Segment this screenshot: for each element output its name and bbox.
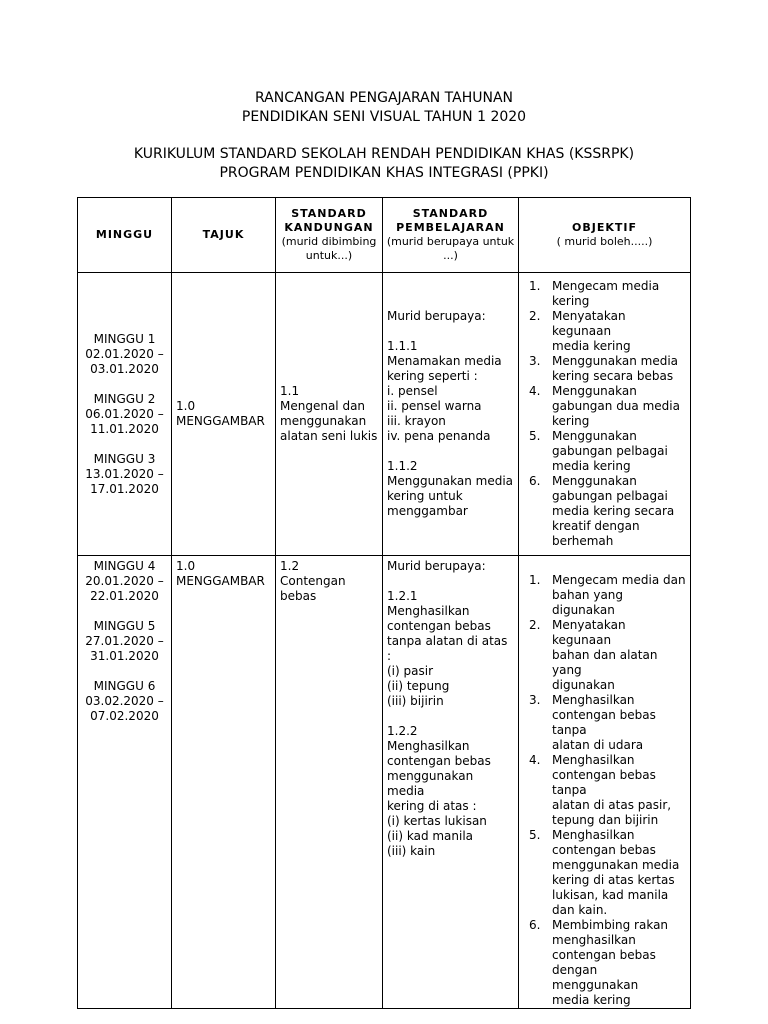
list-number: 3. <box>529 354 541 368</box>
list-number: 1. <box>529 573 541 587</box>
week-entry <box>78 679 171 724</box>
objektif-text: Menggunakan <box>552 429 637 443</box>
objektif-text: contengan bebas tanpa <box>552 708 656 737</box>
list-number: 1. <box>529 279 541 293</box>
header-objektif: OBJEKTIF ( murid boleh.....) <box>519 198 691 273</box>
standard-pembelajaran-text: 1.1.2 <box>387 459 418 473</box>
standard-pembelajaran-text: 1.2.1 <box>387 589 418 603</box>
standard-pembelajaran-text: i. pensel <box>387 384 438 398</box>
objektif-text: lukisan, kad manila <box>552 888 669 902</box>
objektif-text: Mengecam media <box>552 279 660 293</box>
header-tajuk: TAJUK <box>172 198 276 273</box>
list-item <box>523 384 686 429</box>
standard-pembelajaran-text: Murid berupaya: <box>387 309 486 323</box>
list-number: 6. <box>529 474 541 488</box>
standard-kandungan-text: bebas <box>280 589 317 603</box>
list-item <box>523 279 686 309</box>
standard-pembelajaran-text: kering di atas : <box>387 799 477 813</box>
standard-pembelajaran-text: Menghasilkan <box>387 604 470 618</box>
objektif-text: Menghasilkan <box>552 693 635 707</box>
cell-tajuk <box>172 273 276 556</box>
standard-pembelajaran-text: 1.2.2 <box>387 724 418 738</box>
standard-pembelajaran-text: Menghasilkan <box>387 739 470 753</box>
doc-title-line-3: KURIKULUM STANDARD SEKOLAH RENDAH PENDIDIKAN KHAS (KSSRPK) <box>133 146 635 162</box>
objektif-text: contengan bebas tanpa <box>552 768 656 797</box>
week-entry <box>78 559 171 604</box>
table-row <box>78 556 691 1009</box>
header-standard-kandungan: STANDARD KANDUNGAN (murid dibimbing untuk...) <box>276 198 383 273</box>
objektif-text: gabungan pelbagai <box>552 444 668 458</box>
objektif-text: dan kain. <box>552 903 608 917</box>
objektif-text: dengan menggunakan <box>552 963 639 992</box>
header-obj-note: ( murid boleh.....) <box>556 235 653 248</box>
week-label: MINGGU 5 <box>93 619 156 633</box>
week-to: 22.01.2020 <box>90 589 159 603</box>
objektif-text: Menghasilkan <box>552 828 635 842</box>
tajuk-text: 1.0 <box>176 399 196 413</box>
doc-title-line-1: RANCANGAN PENGAJARAN TAHUNAN <box>254 90 514 106</box>
objektif-text: menggunakan media <box>552 858 680 872</box>
cell-standard-kandungan <box>276 556 383 1009</box>
objektif-text: kreatif dengan <box>552 519 640 533</box>
header-sp-note: (murid berupaya untuk ...) <box>386 235 515 262</box>
objektif-text: contengan bebas <box>552 948 656 962</box>
header-sk-note: (murid dibimbing untuk...) <box>281 235 377 262</box>
list-number: 5. <box>529 429 541 443</box>
objektif-text: alatan di udara <box>552 738 644 752</box>
objektif-text: kering di atas kertas <box>552 873 675 887</box>
week-label: MINGGU 3 <box>93 451 156 466</box>
standard-pembelajaran-text: (i) kertas lukisan <box>387 814 487 828</box>
objektif-text: media kering secara <box>552 504 675 518</box>
list-number: 3. <box>529 693 541 707</box>
week-to: 31.01.2020 <box>90 649 159 663</box>
objektif-text: Menyatakan kegunaan <box>552 309 626 338</box>
cell-standard-kandungan <box>276 273 383 556</box>
objektif-text: Menghasilkan <box>552 753 635 767</box>
week-label: MINGGU 4 <box>93 559 156 573</box>
week-from: 02.01.2020 – <box>85 346 164 361</box>
lesson-plan-table <box>77 197 691 1009</box>
list-item <box>523 693 686 753</box>
week-label: MINGGU 1 <box>93 331 156 346</box>
objektif-text: media kering <box>552 459 631 473</box>
objektif-text: berhemah <box>552 534 614 548</box>
week-from: 27.01.2020 – <box>85 634 164 648</box>
list-item <box>523 309 686 354</box>
standard-pembelajaran-text: (ii) tepung <box>387 679 450 693</box>
week-label: MINGGU 6 <box>93 679 156 693</box>
list-number: 4. <box>529 753 541 767</box>
list-item <box>523 474 686 549</box>
objektif-text: kering secara bebas <box>552 369 674 383</box>
week-from: 13.01.2020 – <box>85 466 164 481</box>
tajuk-text: 1.0 <box>176 559 196 573</box>
standard-kandungan-text: 1.2 <box>280 559 300 573</box>
cell-standard-pembelajaran <box>383 556 519 1009</box>
doc-title-line-2: PENDIDIKAN SENI VISUAL TAHUN 1 2020 <box>241 109 527 125</box>
standard-pembelajaran-text: kering untuk <box>387 489 463 503</box>
standard-pembelajaran-text: (i) pasir <box>387 664 434 678</box>
week-entry <box>78 452 171 497</box>
header-standard-pembelajaran: STANDARD PEMBELAJARAN (murid berupaya untuk ...) <box>383 198 519 273</box>
header-minggu: MINGGU <box>78 198 172 273</box>
list-number: 2. <box>529 309 541 323</box>
list-item <box>523 429 686 474</box>
standard-kandungan-text: 1.1 <box>280 384 300 398</box>
standard-pembelajaran-text: (iii) bijirin <box>387 694 444 708</box>
standard-pembelajaran-text: Menggunakan media <box>387 474 514 488</box>
objektif-list <box>523 573 686 1008</box>
week-to: 07.02.2020 <box>90 709 159 723</box>
standard-pembelajaran-text: menggunakan media <box>387 769 474 798</box>
list-number: 2. <box>529 618 541 632</box>
objektif-text: Menyatakan kegunaan <box>552 618 626 647</box>
objektif-text: tepung dan bijirin <box>552 813 659 827</box>
week-entry <box>78 392 171 437</box>
objektif-text: media kering <box>552 339 631 353</box>
objektif-text: Menggunakan media <box>552 354 679 368</box>
week-to: 03.01.2020 <box>90 361 159 376</box>
list-item <box>523 753 686 828</box>
standard-kandungan-text: alatan seni lukis <box>280 429 378 443</box>
standard-pembelajaran-text: contengan bebas <box>387 619 491 633</box>
list-item <box>523 573 686 618</box>
standard-pembelajaran-text: ii. pensel warna <box>387 399 482 413</box>
objektif-text: bahan dan alatan yang <box>552 648 658 677</box>
list-item <box>523 618 686 693</box>
week-to: 17.01.2020 <box>90 481 159 496</box>
standard-pembelajaran-text: tanpa alatan di atas : <box>387 634 508 663</box>
objektif-text: bahan yang digunakan <box>552 588 624 617</box>
week-from: 03.02.2020 – <box>85 694 164 708</box>
week-entry <box>78 619 171 664</box>
standard-kandungan-text: menggunakan <box>280 414 367 428</box>
objektif-text: alatan di atas pasir, <box>552 798 672 812</box>
objektif-text: Menggunakan <box>552 384 637 398</box>
doc-title-line-4: PROGRAM PENDIDIKAN KHAS INTEGRASI (PPKI) <box>219 165 549 181</box>
objektif-text: Mengecam media dan <box>552 573 686 587</box>
objektif-text: contengan bebas <box>552 843 656 857</box>
list-item <box>523 918 686 1008</box>
standard-pembelajaran-text: 1.1.1 <box>387 339 418 353</box>
standard-pembelajaran-text: Murid berupaya: <box>387 559 486 573</box>
objektif-text: kering <box>552 294 590 308</box>
standard-kandungan-text: Contengan <box>280 574 346 588</box>
objektif-text: kering <box>552 414 590 428</box>
standard-pembelajaran-text: iv. pena penanda <box>387 429 491 443</box>
objektif-text: media kering <box>552 993 631 1007</box>
cell-minggu <box>78 273 172 556</box>
list-number: 5. <box>529 828 541 842</box>
list-number: 6. <box>529 918 541 932</box>
standard-pembelajaran-text: (iii) kain <box>387 844 436 858</box>
objektif-text: Membimbing rakan <box>552 918 669 932</box>
cell-standard-pembelajaran <box>383 273 519 556</box>
objektif-list <box>523 279 686 549</box>
cell-objektif <box>519 556 691 1009</box>
list-number: 4. <box>529 384 541 398</box>
week-from: 06.01.2020 – <box>85 406 164 421</box>
standard-pembelajaran-text: Menamakan media <box>387 354 502 368</box>
standard-pembelajaran-text: (ii) kad manila <box>387 829 474 843</box>
objektif-text: digunakan <box>552 678 615 692</box>
tajuk-text: MENGGAMBAR <box>176 414 265 428</box>
objektif-text: gabungan pelbagai <box>552 489 668 503</box>
objektif-text: gabungan dua media <box>552 399 680 413</box>
week-entry <box>78 332 171 377</box>
list-item <box>523 354 686 384</box>
standard-pembelajaran-text: contengan bebas <box>387 754 491 768</box>
standard-kandungan-text: Mengenal dan <box>280 399 366 413</box>
week-from: 20.01.2020 – <box>85 574 164 588</box>
cell-minggu <box>78 556 172 1009</box>
tajuk-text: MENGGAMBAR <box>176 574 265 588</box>
objektif-text: Menggunakan <box>552 474 637 488</box>
table-row <box>78 273 691 556</box>
standard-pembelajaran-text: menggambar <box>387 504 468 518</box>
table-header-row <box>78 198 691 273</box>
cell-tajuk <box>172 556 276 1009</box>
standard-pembelajaran-text: iii. krayon <box>387 414 446 428</box>
objektif-text: menghasilkan <box>552 933 636 947</box>
list-item <box>523 828 686 918</box>
week-to: 11.01.2020 <box>90 421 159 436</box>
cell-objektif <box>519 273 691 556</box>
week-label: MINGGU 2 <box>93 391 156 406</box>
standard-pembelajaran-text: kering seperti : <box>387 369 478 383</box>
